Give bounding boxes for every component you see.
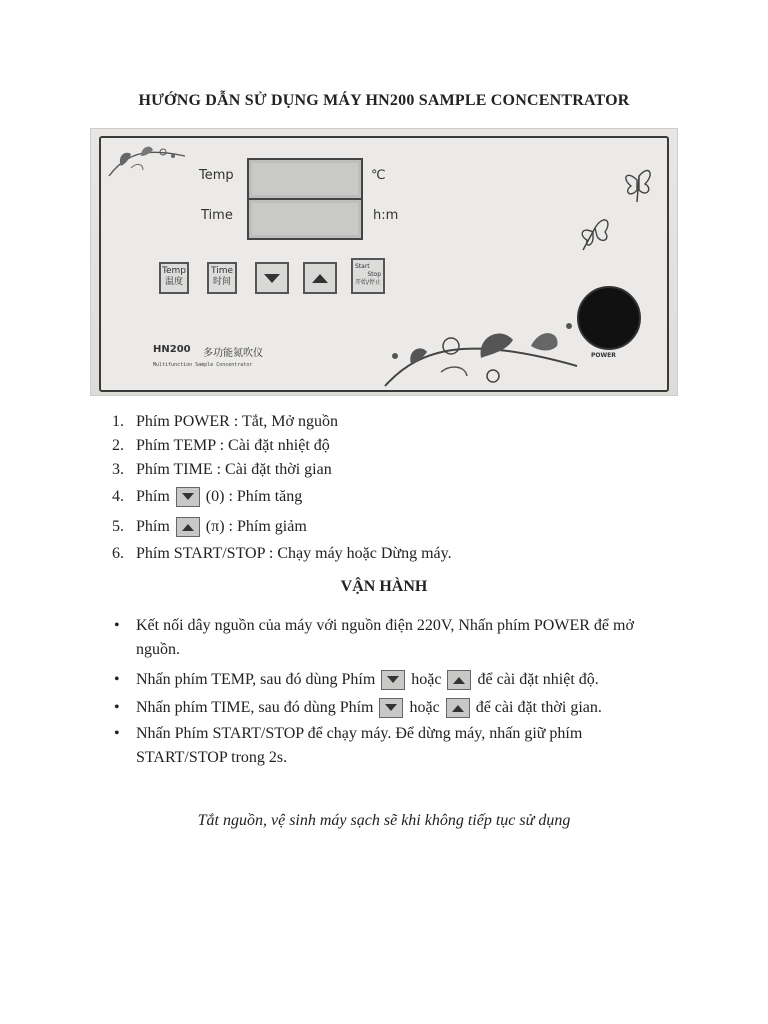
down-triangle-icon [257, 264, 287, 292]
list-item: • Nhấn phím TIME, sau đó dùng Phím hoặc để cài đặt thời gian. [114, 694, 674, 722]
temp-display-label: Temp [199, 168, 234, 183]
list-item: • Kết nối dây nguồn của máy với nguồn điện 220V, Nhấn phím POWER để mở nguồn. [114, 617, 634, 658]
time-display-label: Time [201, 208, 233, 223]
down-arrow-button-icon [176, 487, 200, 507]
time-unit: h:m [373, 208, 399, 223]
down-arrow-button-icon [381, 670, 405, 690]
butterfly-icon [619, 162, 655, 206]
document-title: HƯỚNG DẪN SỬ DỤNG MÁY HN200 SAMPLE CONCENTRATOR [138, 92, 630, 109]
down-arrow-button-icon [379, 698, 403, 718]
up-button[interactable] [303, 262, 337, 294]
temp-unit: ℃ [371, 168, 386, 183]
panel-face [99, 136, 669, 392]
start-stop-button[interactable]: Start Stop 开始/停止 [351, 258, 385, 294]
up-arrow-button-icon [447, 670, 471, 690]
up-arrow-button-icon [176, 517, 200, 537]
list-item: 3. Phím TIME : Cài đặt thời gian [112, 461, 332, 478]
time-display [247, 198, 363, 240]
list-item: • Nhấn phím TEMP, sau đó dùng Phím hoặc để cài đặt nhiệt độ. [114, 666, 674, 694]
down-button[interactable] [255, 262, 289, 294]
button-function-list [112, 410, 452, 566]
power-knob[interactable] [577, 286, 641, 350]
time-button[interactable]: Time 时间 [207, 262, 237, 294]
list-item: 6. Phím START/STOP : Chạy máy hoặc Dừng máy. [112, 545, 452, 562]
list-item: 2. Phím TEMP : Cài đặt nhiệt độ [112, 437, 330, 454]
model-name: HN200 [153, 344, 191, 355]
model-name-chinese: 多功能氮吹仪 [203, 348, 263, 359]
list-item: 5. Phím (π) : Phím giảm [112, 512, 452, 542]
device-panel-photo [90, 128, 678, 396]
closing-note: Tắt nguồn, vệ sinh máy sạch sẽ khi không tiếp tục sử dụng [197, 812, 571, 829]
up-triangle-icon [305, 264, 335, 292]
model-subtitle: Multifunction Sample Concentrator [153, 362, 253, 368]
power-label: POWER [591, 352, 616, 359]
up-arrow-button-icon [446, 698, 470, 718]
temp-button[interactable]: Temp 温度 [159, 262, 189, 294]
temp-display [247, 158, 363, 200]
list-item: 1. Phím POWER : Tắt, Mở nguồn [112, 413, 338, 430]
section-title: VẬN HÀNH [340, 578, 428, 595]
floral-ornament-top-left-icon [107, 142, 189, 182]
list-item: 4. Phím (0) : Phím tăng [112, 482, 452, 512]
butterfly-small-icon [575, 210, 613, 254]
floral-ornament-bottom-icon [381, 306, 581, 390]
list-item: • Nhấn Phím START/STOP để chạy máy. Để dừng máy, nhấn giữ phím START/STOP trong 2s. [114, 725, 583, 766]
operation-steps-list [114, 614, 674, 774]
